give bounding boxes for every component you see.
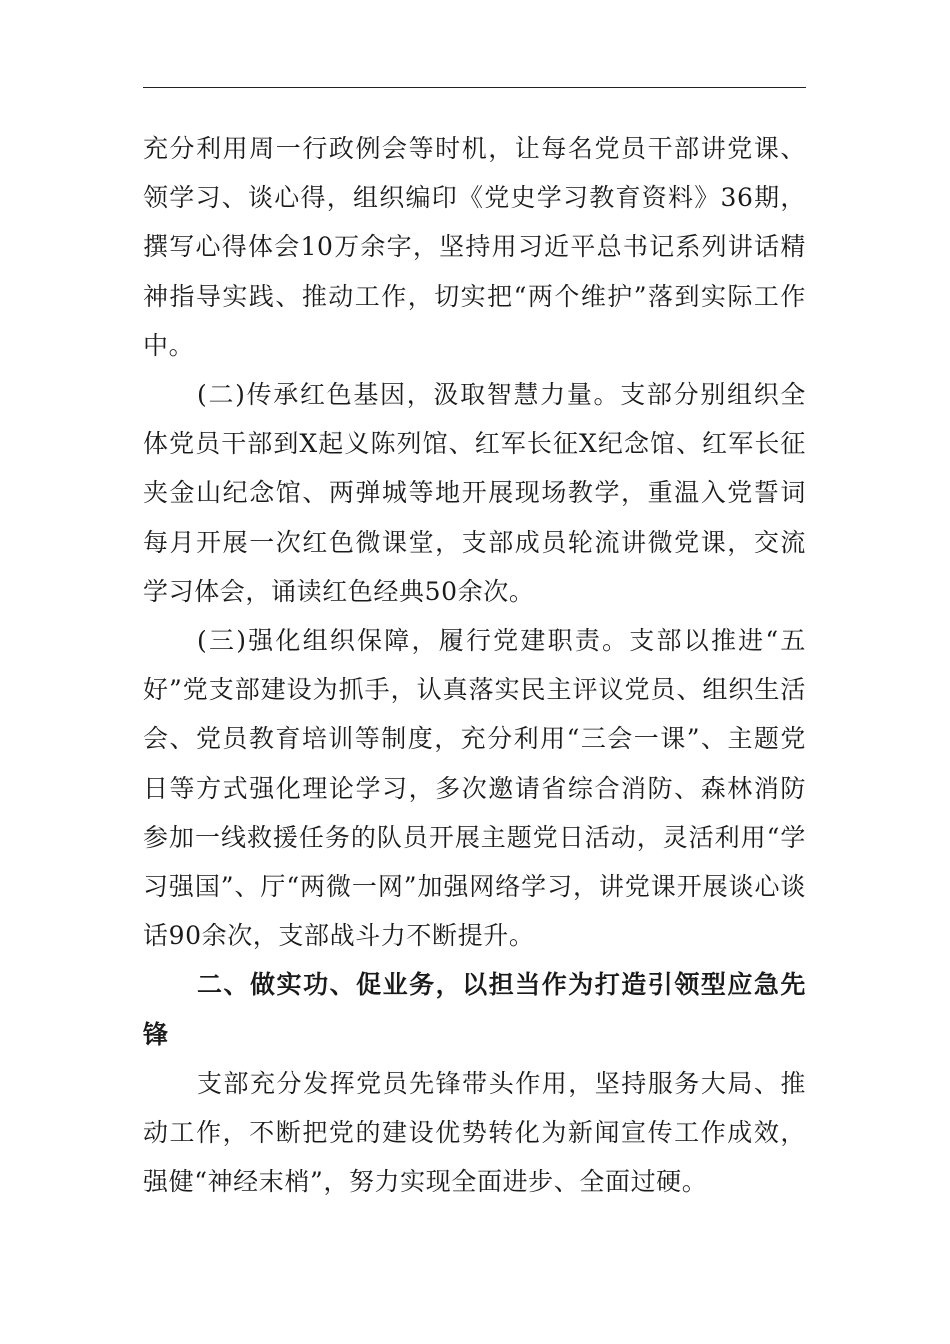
paragraph-section-2: (二)传承红色基因，汲取智慧力量。支部分别组织全体党员干部到X起义陈列馆、红军长征X纪念馆、红军长征夹金山纪念馆、两弹城等地开展现场教学，重温入党誓词每月开展一次红色微课堂，支部成员轮流讲微党课，交流学习体会，诵读红色经典50余次。 [143,380,806,606]
header-rule [143,87,806,88]
section-heading: 二、做实功、促业务，以担当作为打造引领型应急先锋 [143,970,806,1049]
document-body [143,124,806,1206]
paragraph-intro: 支部充分发挥党员先锋带头作用，坚持服务大局、推动工作，不断把党的建设优势转化为新闻宣传工作成效，强健“神经末梢”，努力实现全面进步、全面过硬。 [143,1068,806,1197]
paragraph-section-3: (三)强化组织保障，履行党建职责。支部以推进“五好”党支部建设为抓手，认真落实民主评议党员、组织生活会、党员教育培训等制度，充分利用“三会一课”、主题党日等方式强化理论学习，多次邀请省综合消防、森林消防参加一线救援任务的队员开展主题党日活动，灵活利用“学习强国”、厅“两微一网”加强网络学习，讲党课开展谈心谈话90余次，支部战斗力不断提升。 [143,626,806,951]
paragraph-continuation: 充分利用周一行政例会等时机，让每名党员干部讲党课、领学习、谈心得，组织编印《党史学习教育资料》36期，撰写心得体会10万余字，坚持用习近平总书记系列讲话精神指导实践、推动工作，切实把“两个维护”落到实际工作中。 [143,134,806,360]
